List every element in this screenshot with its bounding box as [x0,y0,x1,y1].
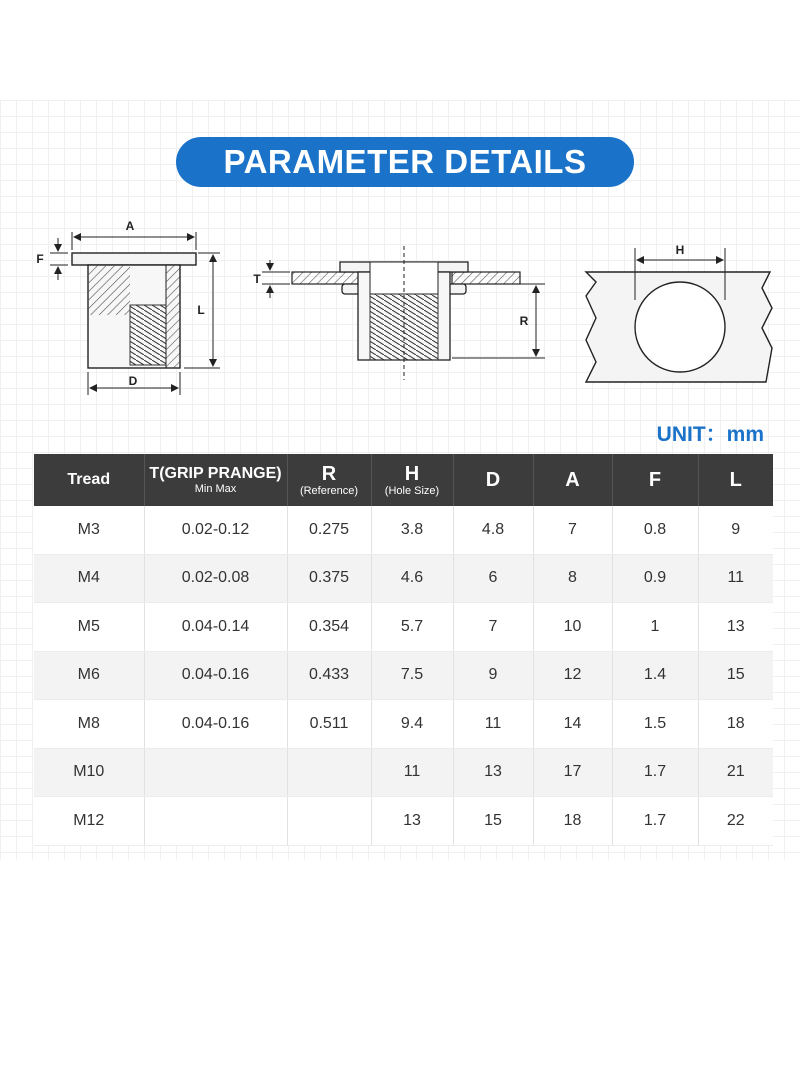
cell-d: 7 [453,603,533,652]
cell-l: 21 [698,748,773,797]
header-a: A [533,454,612,506]
label-t: T [253,272,261,286]
cell-tread: M3 [34,506,144,554]
installed-cross-section [253,246,545,380]
label-h: H [675,243,685,257]
cell-l: 13 [698,603,773,652]
cell-h: 11 [371,748,453,797]
table-row [34,554,773,603]
table-header-row [34,454,773,506]
cell-tread: M12 [34,797,144,846]
cell-tread: M5 [34,603,144,652]
parameter-table [34,454,773,846]
cell-l: 9 [698,506,773,554]
unit-label: UNIT：mm [656,423,764,446]
cell-a: 14 [533,700,612,749]
cell-h: 4.6 [371,554,453,603]
cell-f: 0.8 [612,506,698,554]
header-d: D [453,454,533,506]
cell-tread: M8 [34,700,144,749]
table-row [34,700,773,749]
table-row [34,797,773,846]
cell-a: 8 [533,554,612,603]
label-f: F [36,252,44,266]
page-title: PARAMETER DETAILS [176,137,634,187]
cell-h: 3.8 [371,506,453,554]
header-tread: Tread [34,454,144,506]
header-t: T(GRIP PRANGE) Min Max [144,454,287,506]
cell-a: 7 [533,506,612,554]
cell-r [287,748,371,797]
cell-r: 0.375 [287,554,371,603]
cell-t [144,797,287,846]
cell-f: 1.5 [612,700,698,749]
cell-l: 11 [698,554,773,603]
cell-t [144,748,287,797]
cell-r: 0.354 [287,603,371,652]
cell-a: 18 [533,797,612,846]
bottom-background [0,860,800,1091]
cell-h: 5.7 [371,603,453,652]
cell-f: 1.7 [612,748,698,797]
cell-d: 6 [453,554,533,603]
cell-r [287,797,371,846]
cell-h: 13 [371,797,453,846]
cell-h: 7.5 [371,651,453,700]
rivet-nut-diagram [0,210,800,410]
header-l: L [698,454,773,506]
cell-t: 0.02-0.08 [144,554,287,603]
cell-d: 4.8 [453,506,533,554]
cell-l: 15 [698,651,773,700]
table-row [34,651,773,700]
cell-t: 0.04-0.14 [144,603,287,652]
cell-r: 0.433 [287,651,371,700]
cell-tread: M4 [34,554,144,603]
cell-tread: M10 [34,748,144,797]
cell-d: 9 [453,651,533,700]
table-row [34,748,773,797]
cell-d: 15 [453,797,533,846]
cell-a: 17 [533,748,612,797]
cell-f: 1.4 [612,651,698,700]
cell-l: 22 [698,797,773,846]
label-r: R [519,314,529,328]
hole-size-view [586,243,772,382]
label-a: A [125,219,135,233]
cell-l: 18 [698,700,773,749]
header-h: H (Hole Size) [371,454,453,506]
cell-f: 0.9 [612,554,698,603]
header-r: R (Reference) [287,454,371,506]
cell-t: 0.02-0.12 [144,506,287,554]
header-f: F [612,454,698,506]
cell-t: 0.04-0.16 [144,700,287,749]
cell-tread: M6 [34,651,144,700]
rivet-nut-side-view [36,219,220,395]
label-l: L [197,303,205,317]
cell-r: 0.511 [287,700,371,749]
cell-a: 10 [533,603,612,652]
cell-h: 9.4 [371,700,453,749]
cell-d: 13 [453,748,533,797]
table-row [34,506,773,554]
cell-d: 11 [453,700,533,749]
top-background [0,0,800,100]
cell-t: 0.04-0.16 [144,651,287,700]
table-row [34,603,773,652]
cell-f: 1 [612,603,698,652]
label-d: D [128,374,138,388]
cell-f: 1.7 [612,797,698,846]
cell-r: 0.275 [287,506,371,554]
cell-a: 12 [533,651,612,700]
